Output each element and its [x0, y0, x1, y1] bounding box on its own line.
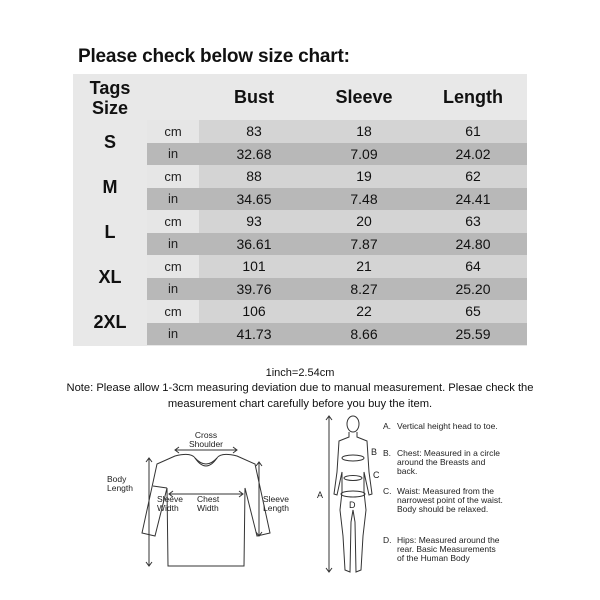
length-value: 62	[465, 168, 481, 185]
unit-label: in	[167, 326, 179, 342]
head-icon	[347, 416, 359, 432]
page-title: Please check below size chart:	[78, 46, 350, 67]
size-label: M	[102, 177, 118, 197]
sleeve-value: 7.09	[350, 145, 378, 162]
header-length: Length	[443, 86, 503, 107]
unit-label: in	[167, 236, 179, 252]
unit-label: cm	[164, 258, 182, 274]
marker-b: B	[371, 447, 378, 457]
bust-value: 106	[242, 303, 266, 320]
unit-label: cm	[164, 168, 182, 184]
sleeve-length-label-1: Sleeve	[263, 494, 289, 504]
marker-c: C	[373, 470, 380, 480]
garment-measurement-diagram	[105, 428, 305, 588]
size-label: L	[104, 222, 116, 242]
unit-label: cm	[164, 213, 182, 229]
sleeve-value: 18	[356, 123, 372, 140]
measurement-note: Note: Please allow 1-3cm measuring deviation due to manual measurement. Plesae check the measurement chart carefully before you buy the item.	[66, 382, 534, 410]
body-length-label-1: Body	[107, 474, 127, 484]
length-value: 64	[465, 258, 481, 275]
marker-d: D	[349, 500, 356, 510]
sleeve-value: 20	[356, 213, 372, 230]
sleeve-value: 21	[356, 258, 372, 275]
header-size: Size	[91, 98, 129, 118]
sleeve-value: 22	[356, 303, 372, 320]
bust-value: 88	[246, 168, 262, 185]
sleeve-length-label-2: Length	[263, 503, 289, 513]
cross-shoulder-label-2: Shoulder	[188, 439, 224, 449]
body-length-label-2: Length	[107, 483, 133, 493]
length-value: 25.20	[455, 280, 491, 297]
unit-label: cm	[164, 123, 182, 139]
header-tags-size	[73, 76, 147, 120]
length-value: 24.02	[455, 145, 491, 162]
header-tags: Tags	[89, 78, 131, 98]
bust-value: 34.65	[236, 190, 272, 207]
conversion-text: 1inch=2.54cm	[265, 367, 335, 379]
size-chart-table	[73, 74, 527, 346]
bust-value: 41.73	[236, 325, 272, 342]
sleeve-value: 8.66	[350, 325, 378, 342]
marker-a: A	[317, 490, 324, 500]
legend-item-b: B. Chest: Measured in a circle around the Breasts and back.	[383, 448, 500, 476]
sleeve-value: 7.48	[350, 190, 378, 207]
chest-width-label-2: Width	[197, 503, 219, 513]
sleeve-width-label-1: Sleeve	[157, 494, 183, 504]
size-label: XL	[98, 267, 122, 287]
unit-label: in	[167, 281, 179, 297]
bust-value: 32.68	[236, 145, 272, 162]
header-sleeve: Sleeve	[335, 86, 393, 107]
unit-label: cm	[164, 303, 182, 319]
length-value: 63	[465, 213, 481, 230]
legend-item-c: C. Waist: Measured from the narrowest point of the waist. Body should be relaxed.	[383, 486, 503, 514]
length-value: 61	[465, 123, 481, 140]
sleeve-value: 19	[356, 168, 372, 185]
cross-shoulder-label-1: Cross	[194, 430, 218, 440]
bust-value: 101	[242, 258, 266, 275]
size-label: 2XL	[93, 312, 127, 332]
header-bust: Bust	[234, 86, 274, 107]
size-label: S	[103, 132, 116, 152]
unit-label: in	[167, 146, 179, 162]
length-value: 24.41	[455, 190, 491, 207]
sleeve-width-label-2: Width	[157, 503, 179, 513]
sleeve-value: 8.27	[350, 280, 378, 297]
sleeve-value: 7.87	[350, 235, 378, 252]
length-value: 25.59	[455, 325, 491, 342]
bust-value: 93	[246, 213, 262, 230]
bust-value: 39.76	[236, 280, 272, 297]
legend-item-a: A. Vertical height head to toe.	[383, 421, 498, 431]
length-value: 24.80	[455, 235, 491, 252]
unit-label: in	[167, 191, 179, 207]
body-measurement-diagram	[315, 410, 385, 590]
length-value: 65	[465, 303, 481, 320]
chest-width-label-1: Chest	[197, 494, 220, 504]
bust-value: 83	[246, 123, 262, 140]
bust-value: 36.61	[236, 235, 272, 252]
legend-item-d: D. Hips: Measured around the rear. Basic Measurements of the Human Body	[383, 535, 500, 563]
